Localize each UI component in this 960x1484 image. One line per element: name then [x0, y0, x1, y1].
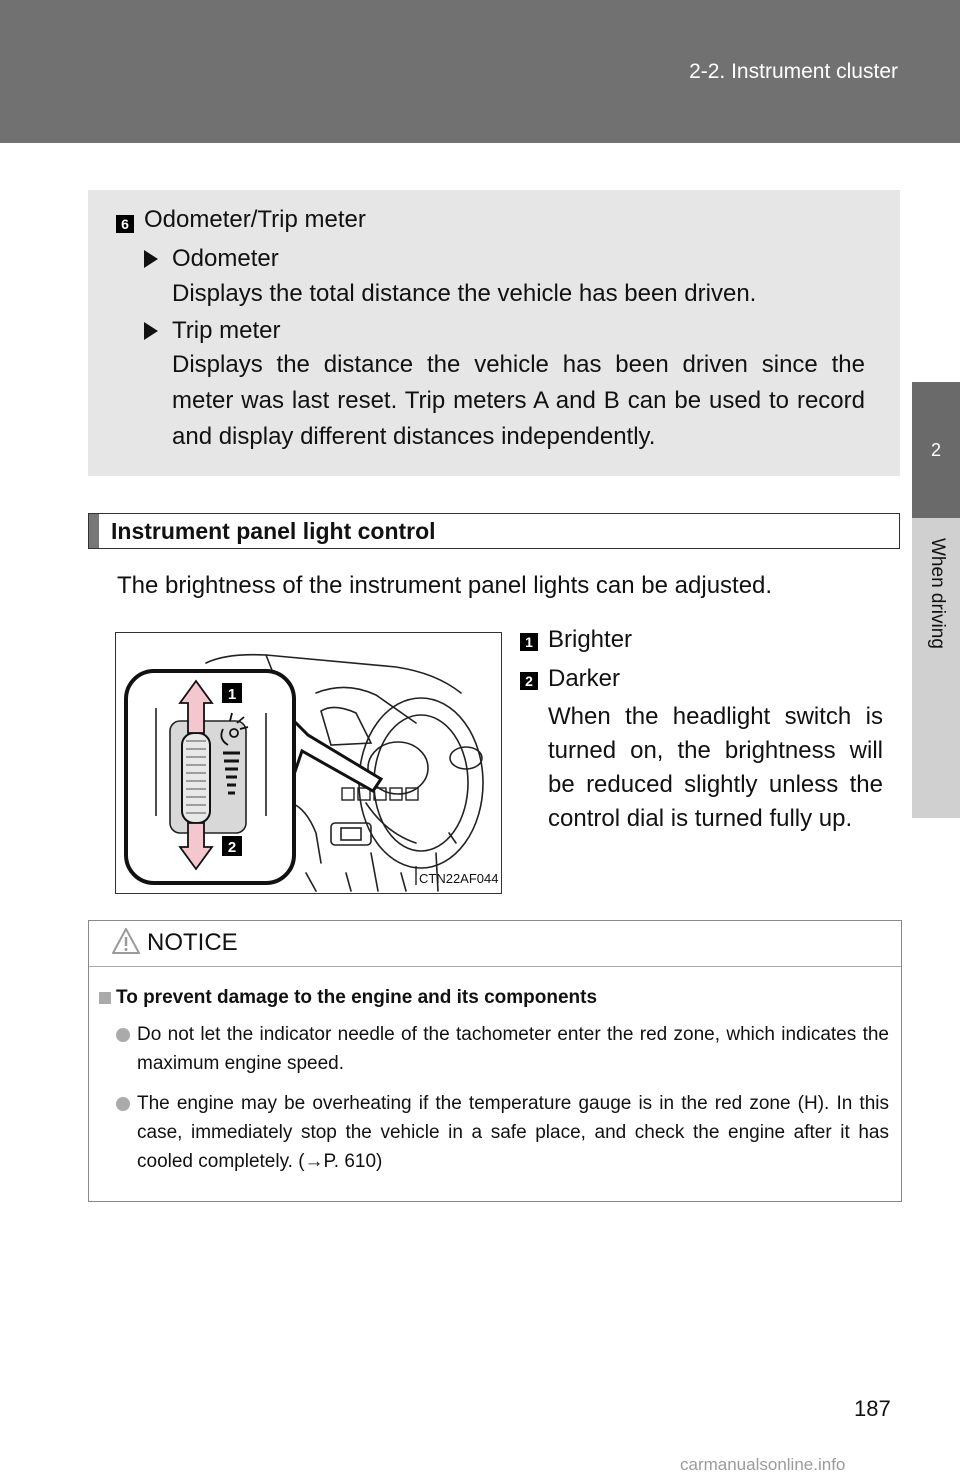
dial-illustration: [115, 632, 502, 894]
section-heading-bar: [88, 513, 900, 549]
legend-darker: Darker: [548, 665, 621, 692]
legend-brighter: Brighter: [548, 626, 633, 653]
notice-bullet-2: The engine may be overheating if the temperature gauge is in the red zone (H). In this case, immediately stop the vehicle in a safe place, and check the engine after it has cooled completely. (→P. 610): [137, 1093, 889, 1172]
watermark: carmanualsonline.info: [680, 1455, 846, 1474]
round-bullet-icon: [116, 1028, 130, 1042]
odometer-heading: [116, 202, 366, 238]
section-header: 2-2. Instrument cluster: [689, 60, 898, 83]
odometer-desc: Displays the total distance the vehicle has been driven.: [172, 280, 757, 307]
section-accent: [89, 514, 99, 548]
odometer-heading-text: Odometer/Trip meter: [144, 206, 366, 233]
trip-meter-title: Trip meter: [172, 317, 281, 344]
dial-wheel: [182, 733, 210, 823]
callout-1: 1: [227, 686, 237, 703]
notice-header: [89, 921, 901, 967]
chapter-tab-label: When driving: [927, 538, 948, 649]
section-intro: The brightness of the instrument panel lights can be adjusted.: [117, 572, 773, 599]
item-marker: 6: [116, 215, 134, 233]
square-bullet-icon: [99, 992, 111, 1004]
chapter-tab: [912, 518, 960, 818]
section-title: Instrument panel light control: [111, 518, 436, 544]
page-number: 187: [854, 1396, 891, 1421]
legend-marker-1: 1: [520, 633, 538, 651]
figure-code: CTN22AF044: [419, 871, 499, 886]
odometer-title: Odometer: [172, 245, 279, 272]
notice-bullet-1: Do not let the indicator needle of the tachometer enter the red zone, which indicates the maximum engine speed.: [137, 1024, 889, 1074]
trip-meter-desc: Displays the distance the vehicle has been driven since the meter was last reset. Trip meters A and B can be used to record and display different distances independently.: [172, 351, 865, 450]
notice-heading: To prevent damage to the engine and its components: [116, 987, 598, 1008]
chapter-tab-number: 2: [912, 382, 960, 518]
warning-icon: [111, 927, 141, 955]
notice-label: NOTICE: [147, 929, 238, 956]
legend-marker-2: 2: [520, 672, 538, 690]
round-bullet-icon: [116, 1097, 130, 1111]
arrow-right-icon: [144, 322, 158, 340]
legend-note: When the headlight switch is turned on, the brightness will be reduced slightly unless the control dial is turned fully up.: [548, 703, 883, 832]
callout-2: 2: [227, 839, 237, 856]
arrow-right-icon: [144, 250, 158, 268]
